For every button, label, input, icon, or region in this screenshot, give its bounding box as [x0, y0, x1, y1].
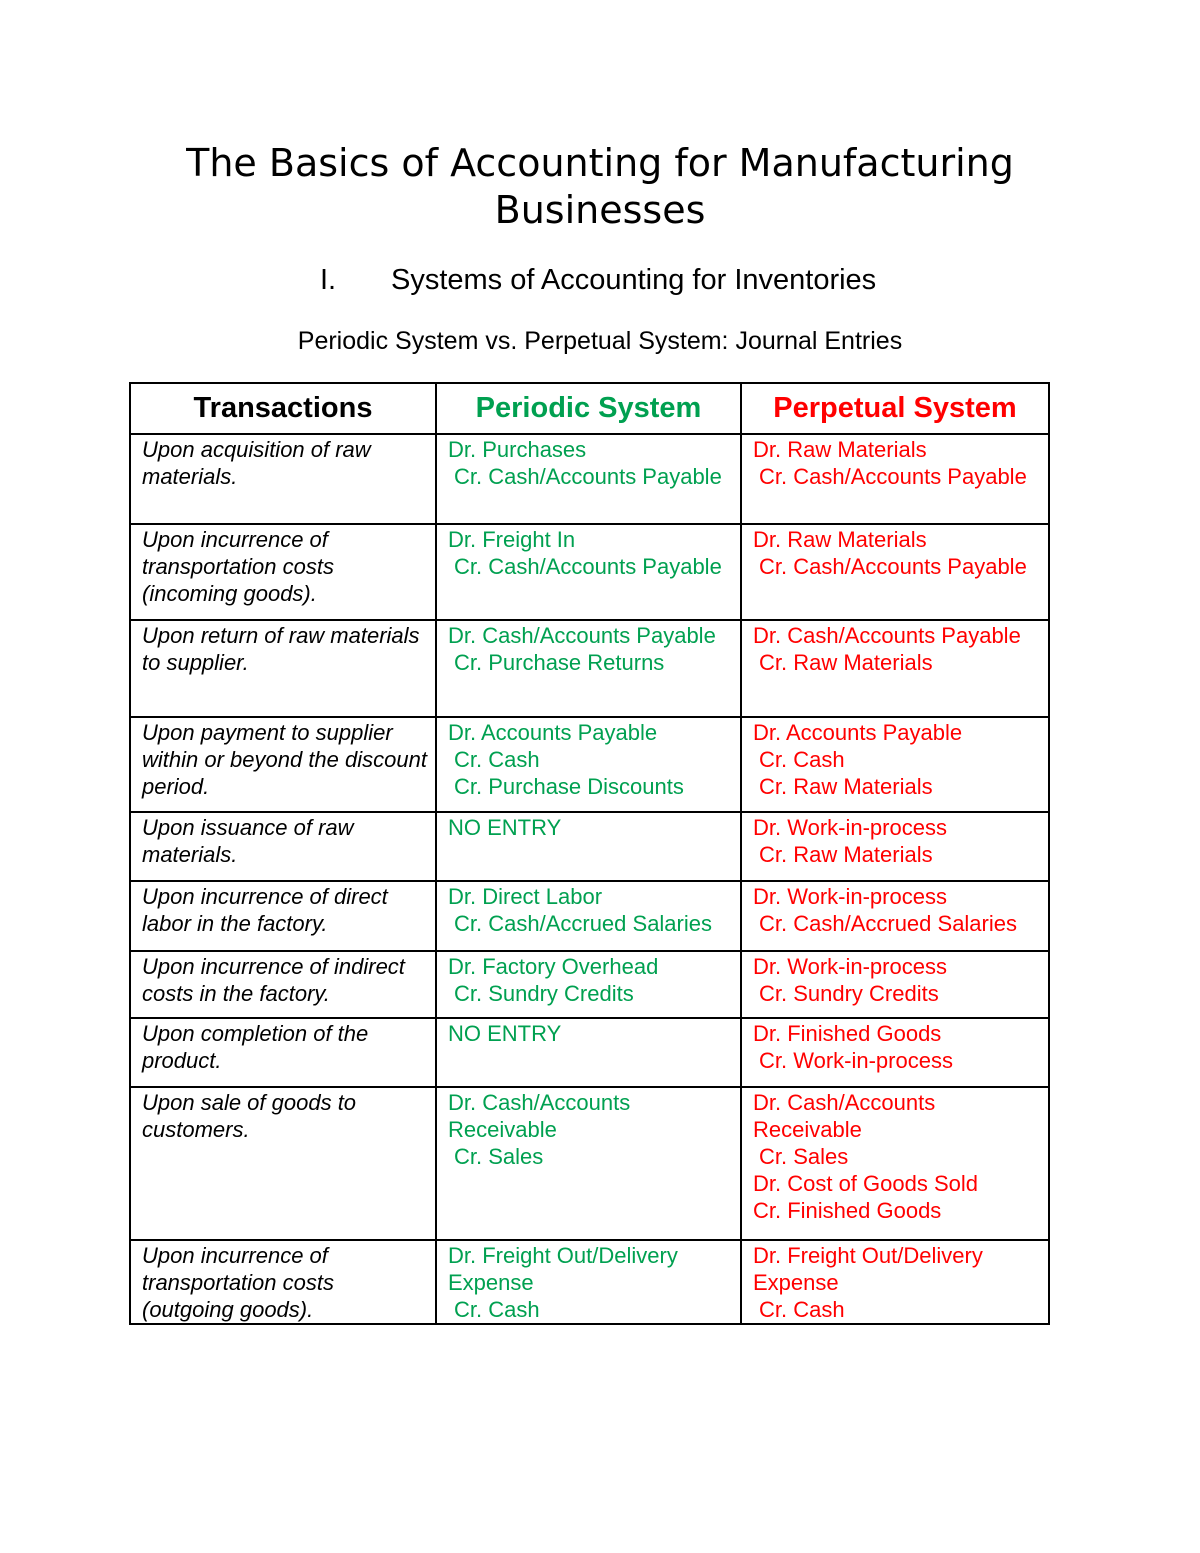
- debit-line: Dr. Purchases: [448, 437, 587, 462]
- debit-line: Dr. Work-in-process: [753, 884, 947, 909]
- debit-line: Dr. Raw Materials: [753, 527, 927, 552]
- table-row: [130, 717, 1049, 812]
- credit-line: Cr. Sundry Credits: [454, 981, 634, 1006]
- debit-line: NO ENTRY: [448, 1021, 562, 1046]
- table-row: [130, 524, 1049, 620]
- table-row: [130, 812, 1049, 881]
- perpetual-entry-cell: [741, 1018, 1049, 1087]
- title-line-2: Businesses: [494, 188, 706, 232]
- table-row: [130, 620, 1049, 717]
- periodic-entry-cell: [436, 812, 741, 881]
- credit-line: Cr. Cash/Accounts Payable: [454, 554, 722, 579]
- table-row: [130, 881, 1049, 951]
- header-perpetual-system: Perpetual System: [741, 383, 1049, 434]
- perpetual-entry-cell: [741, 881, 1049, 951]
- table-row: [130, 1018, 1049, 1087]
- periodic-entry-cell: [436, 434, 741, 524]
- perpetual-entry-cell: [741, 717, 1049, 812]
- transaction-cell: Upon incurrence of indirect costs in the factory.: [130, 951, 436, 1018]
- header-periodic-system: Periodic System: [436, 383, 741, 434]
- credit-line: Cr. Raw Materials: [759, 842, 933, 867]
- credit-line: Cr. Cash/Accrued Salaries: [454, 911, 712, 936]
- credit-line: Cr. Cash: [454, 747, 540, 772]
- transaction-cell: Upon completion of the product.: [130, 1018, 436, 1087]
- credit-line: Cr. Cash: [759, 747, 845, 772]
- debit-line: Dr. Freight Out/Delivery Expense: [753, 1243, 983, 1295]
- credit-line: Cr. Cash/Accounts Payable: [759, 464, 1027, 489]
- table-row: [130, 1240, 1049, 1324]
- credit-line: Cr. Purchase Discounts: [454, 774, 684, 799]
- credit-line: Cr. Sundry Credits: [759, 981, 939, 1006]
- credit-line: Cr. Cash/Accounts Payable: [759, 554, 1027, 579]
- debit-line: Dr. Cost of Goods Sold: [753, 1171, 978, 1196]
- transaction-cell: Upon return of raw materials to supplier.: [130, 620, 436, 717]
- credit-line: Cr. Raw Materials: [759, 774, 933, 799]
- debit-line: Dr. Cash/Accounts Payable: [448, 623, 716, 648]
- credit-line: Cr. Finished Goods: [753, 1198, 942, 1223]
- periodic-entry-cell: [436, 1240, 741, 1324]
- title-line-1: The Basics of Accounting for Manufacturing: [186, 141, 1014, 185]
- table-row: [130, 1087, 1049, 1240]
- credit-line: Cr. Cash: [454, 1297, 540, 1322]
- debit-line: Dr. Cash/Accounts Receivable: [753, 1090, 936, 1142]
- debit-line: Dr. Accounts Payable: [753, 720, 963, 745]
- perpetual-entry-cell: [741, 1087, 1049, 1240]
- transaction-cell: Upon incurrence of transportation costs (outgoing goods).: [130, 1240, 436, 1324]
- debit-line: Dr. Accounts Payable: [448, 720, 658, 745]
- table-subheading: Periodic System vs. Perpetual System: Journal Entries: [297, 327, 903, 355]
- perpetual-entry-cell: [741, 620, 1049, 717]
- perpetual-entry-cell: [741, 1240, 1049, 1324]
- debit-line: Dr. Cash/Accounts Receivable: [448, 1090, 631, 1142]
- periodic-entry-cell: [436, 524, 741, 620]
- credit-line: Cr. Cash: [759, 1297, 845, 1322]
- debit-line: NO ENTRY: [448, 815, 562, 840]
- debit-line: Dr. Work-in-process: [753, 954, 947, 979]
- debit-line: Dr. Finished Goods: [753, 1021, 942, 1046]
- periodic-entry-cell: [436, 951, 741, 1018]
- header-transactions: Transactions: [130, 383, 436, 434]
- page-title: [0, 140, 1200, 234]
- credit-line: Cr. Sales: [759, 1144, 849, 1169]
- credit-line: Cr. Work-in-process: [759, 1048, 953, 1073]
- transaction-cell: Upon payment to supplier within or beyond the discount period.: [130, 717, 436, 812]
- debit-line: Dr. Freight Out/Delivery Expense: [448, 1243, 678, 1295]
- section-title: Systems of Accounting for Inventories: [391, 264, 877, 296]
- journal-entries-table: [129, 382, 1050, 1325]
- perpetual-entry-cell: [741, 951, 1049, 1018]
- perpetual-entry-cell: [741, 434, 1049, 524]
- debit-line: Dr. Factory Overhead: [448, 954, 659, 979]
- credit-line: Cr. Purchase Returns: [454, 650, 665, 675]
- perpetual-entry-cell: [741, 812, 1049, 881]
- transaction-cell: Upon sale of goods to customers.: [130, 1087, 436, 1240]
- transaction-cell: Upon acquisition of raw materials.: [130, 434, 436, 524]
- credit-line: Cr. Sales: [454, 1144, 544, 1169]
- debit-line: Dr. Freight In: [448, 527, 576, 552]
- transaction-cell: Upon issuance of raw materials.: [130, 812, 436, 881]
- debit-line: Dr. Direct Labor: [448, 884, 603, 909]
- perpetual-entry-cell: [741, 524, 1049, 620]
- section-numeral: I.: [320, 264, 337, 296]
- periodic-entry-cell: [436, 620, 741, 717]
- table-body: [130, 434, 1049, 1324]
- credit-line: Cr. Cash/Accounts Payable: [454, 464, 722, 489]
- periodic-entry-cell: [436, 881, 741, 951]
- periodic-entry-cell: [436, 1018, 741, 1087]
- transaction-cell: Upon incurrence of transportation costs (incoming goods).: [130, 524, 436, 620]
- debit-line: Dr. Raw Materials: [753, 437, 927, 462]
- credit-line: Cr. Cash/Accrued Salaries: [759, 911, 1017, 936]
- debit-line: Dr. Cash/Accounts Payable: [753, 623, 1021, 648]
- debit-line: Dr. Work-in-process: [753, 815, 947, 840]
- periodic-entry-cell: [436, 717, 741, 812]
- table-header-row: [130, 383, 1049, 434]
- periodic-entry-cell: [436, 1087, 741, 1240]
- credit-line: Cr. Raw Materials: [759, 650, 933, 675]
- table-row: [130, 951, 1049, 1018]
- table-row: [130, 434, 1049, 524]
- transaction-cell: Upon incurrence of direct labor in the factory.: [130, 881, 436, 951]
